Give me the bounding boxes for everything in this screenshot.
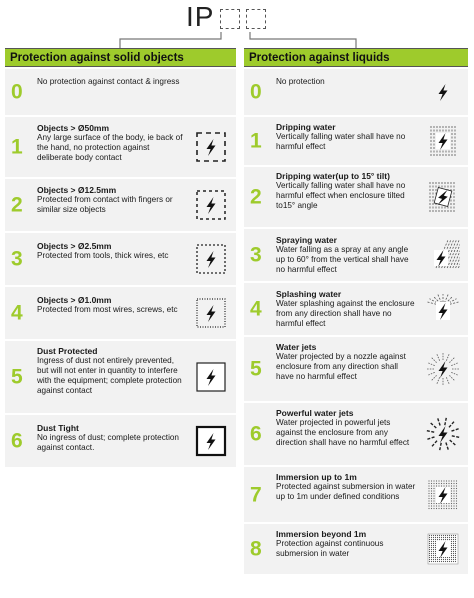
solid-level-description: Protected from most wires, screws, etc <box>37 305 178 314</box>
liquids-column <box>244 48 468 574</box>
liquid-level-text <box>276 529 416 559</box>
liquid-level-text <box>276 472 416 502</box>
solid-row-2 <box>5 179 236 231</box>
solid-row-0 <box>5 69 236 115</box>
liquid-level-text <box>276 289 416 329</box>
liquid-level-title: Spraying water <box>276 235 337 245</box>
solid-level-text <box>37 123 187 163</box>
liquid-level-number: 5 <box>250 357 262 381</box>
liquid-level-description: Water projected by a nozzle against enclosure from any direction shall have no harmful effect <box>276 352 406 381</box>
liquid-level-number: 4 <box>250 297 262 321</box>
solid-level-description: Any large surface of the body, ie back of the hand, no protection against deliberate body contact <box>37 133 183 162</box>
liquid-row-6 <box>244 403 468 465</box>
liquid-level-number: 3 <box>250 243 262 267</box>
bolt-box-dashed-small <box>194 242 228 276</box>
immersion-icon <box>426 478 460 512</box>
liquid-row-0 <box>244 69 468 115</box>
solid-row-5 <box>5 341 236 413</box>
bolt-box-solid <box>194 424 228 458</box>
liquid-level-number: 1 <box>250 129 262 153</box>
solid-level-title: Objects > Ø12.5mm <box>37 185 117 195</box>
liquid-row-7 <box>244 467 468 522</box>
liquid-level-title: Powerful water jets <box>276 408 354 418</box>
solid-level-text <box>37 77 187 87</box>
solid-level-text <box>37 185 187 215</box>
liquid-level-description: Water splashing against the enclosure from any direction shall have no harmful effect <box>276 299 415 328</box>
splash-icon <box>426 292 460 326</box>
liquid-level-number: 0 <box>250 80 262 104</box>
liquid-row-8 <box>244 524 468 574</box>
liquid-row-1 <box>244 117 468 165</box>
solid-row-6 <box>5 415 236 467</box>
liquid-level-text <box>276 408 416 448</box>
liquid-level-number: 6 <box>250 422 262 446</box>
solid-level-title: Dust Protected <box>37 346 98 356</box>
solid-level-title: Objects > Ø1.0mm <box>37 295 112 305</box>
solid-level-description: No protection against contact & ingress <box>37 77 180 86</box>
liquid-level-number: 8 <box>250 537 262 561</box>
ip-first-digit-box <box>220 9 240 29</box>
bolt-box-dotted <box>194 296 228 330</box>
solid-level-number: 5 <box>11 365 23 389</box>
liquid-level-description: No protection <box>276 77 325 86</box>
solid-level-title: Objects > Ø2.5mm <box>37 241 112 251</box>
liquid-level-title: Water jets <box>276 342 317 352</box>
solid-level-number: 0 <box>11 80 23 104</box>
liquid-level-text <box>276 122 416 152</box>
solid-level-description: Protected from contact with fingers or similar size objects <box>37 195 173 214</box>
liquid-level-description: Vertically falling water shall have no harmful effect <box>276 132 406 151</box>
liquid-level-description: Water projected in powerful jets against the enclosure from any direction shall have no harmful effect <box>276 418 410 447</box>
solid-level-text <box>37 423 187 453</box>
liquid-level-description: Protected against submersion in water up to 1m under defined conditions <box>276 482 416 501</box>
liquid-level-text <box>276 77 416 87</box>
tilted-drip-icon <box>426 180 460 214</box>
solid-level-description: No ingress of dust; complete protection against contact. <box>37 433 179 452</box>
solids-header: Protection against solid objects <box>5 48 236 67</box>
solid-level-number: 6 <box>11 429 23 453</box>
solid-level-number: 1 <box>11 135 23 159</box>
liquid-level-title: Immersion up to 1m <box>276 472 357 482</box>
solid-row-3 <box>5 233 236 285</box>
liquid-level-text <box>276 342 416 382</box>
bolt-box-thin <box>194 360 228 394</box>
solid-row-1 <box>5 117 236 177</box>
bolt-icon <box>426 75 460 109</box>
solid-level-number: 4 <box>11 301 23 325</box>
ip-title <box>186 2 266 32</box>
jets-icon <box>426 352 460 386</box>
solid-row-4 <box>5 287 236 339</box>
solid-level-title: Objects > Ø50mm <box>37 123 110 133</box>
solid-level-text <box>37 295 187 315</box>
liquid-level-number: 2 <box>250 185 262 209</box>
solid-level-number: 2 <box>11 193 23 217</box>
solid-level-description: Ingress of dust not entirely prevented, but will not enter in quantity to interfere with the equipment; complete protection against contact <box>37 356 182 395</box>
bolt-box-dashed-medium <box>194 188 228 222</box>
liquid-level-text <box>276 171 416 211</box>
liquid-level-title: Immersion beyond 1m <box>276 529 367 539</box>
ip-label: IP <box>186 1 215 32</box>
liquid-level-text <box>276 235 416 275</box>
liquid-row-3 <box>244 229 468 281</box>
spray-icon <box>426 238 460 272</box>
bolt-box-dashed-large <box>194 130 228 164</box>
powerful-jets-icon <box>426 417 460 451</box>
solid-level-text <box>37 346 187 396</box>
liquid-level-title: Dripping water <box>276 122 336 132</box>
liquid-level-title: Splashing water <box>276 289 342 299</box>
vertical-drip-icon <box>426 124 460 158</box>
liquid-row-5 <box>244 337 468 401</box>
liquid-row-2 <box>244 167 468 227</box>
solid-level-number: 3 <box>11 247 23 271</box>
liquid-level-description: Protection against continuous submersion in water <box>276 539 384 558</box>
liquid-level-description: Water falling as a spray at any angle up to 60° from the vertical shall have no harmful effect <box>276 245 409 274</box>
solids-column <box>5 48 236 467</box>
ip-second-digit-box <box>246 9 266 29</box>
liquid-level-title: Dripping water(up to 15° tilt) <box>276 171 390 181</box>
solid-level-text <box>37 241 187 261</box>
deep-immersion-icon <box>426 532 460 566</box>
solid-level-description: Protected from tools, thick wires, etc <box>37 251 169 260</box>
liquid-row-4 <box>244 283 468 335</box>
solid-level-title: Dust Tight <box>37 423 79 433</box>
liquids-header: Protection against liquids <box>244 48 468 67</box>
liquid-level-number: 7 <box>250 483 262 506</box>
liquid-level-description: Vertically falling water shall have no harmful effect when enclosure tilted to15° angle <box>276 181 406 210</box>
